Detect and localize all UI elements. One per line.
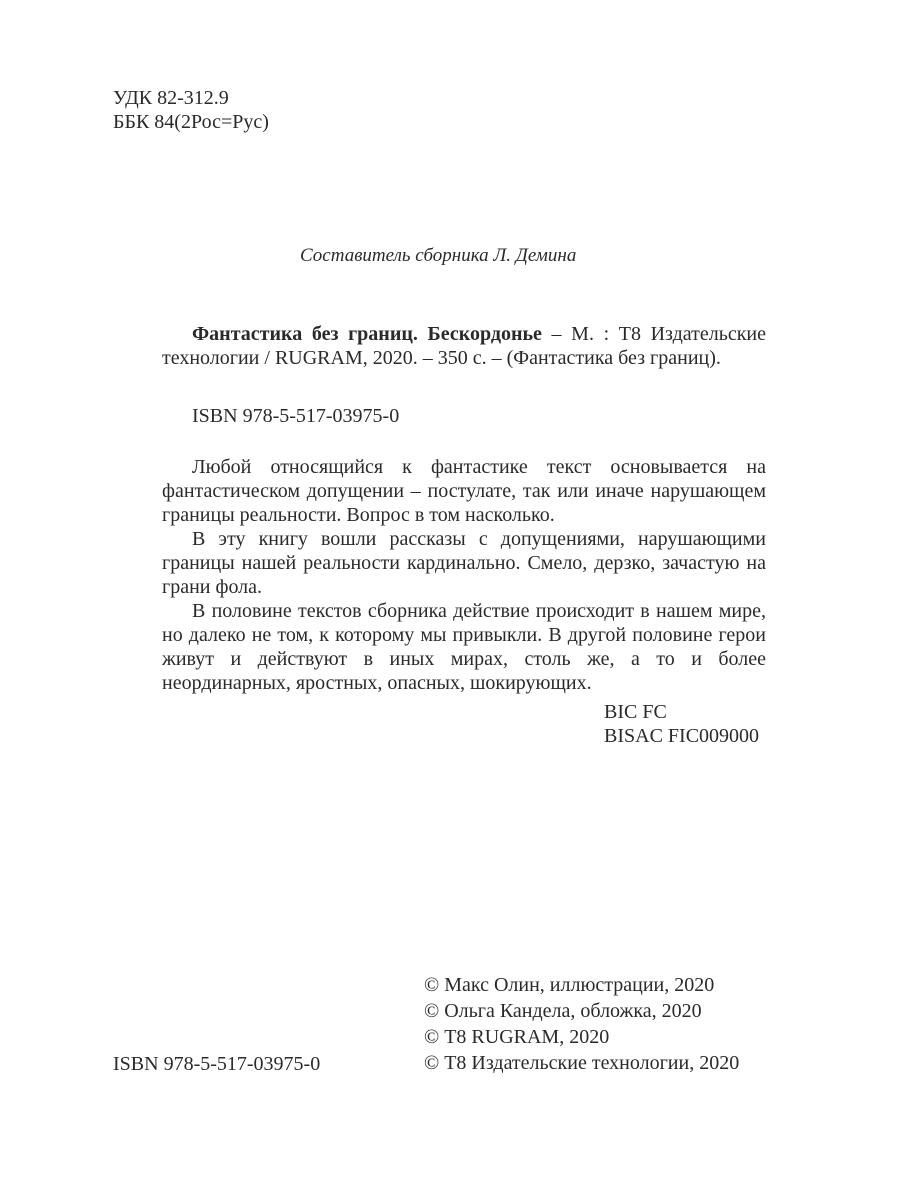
copyright-line: © Т8 RUGRAM, 2020 [424,1026,610,1048]
copyright-line: © Ольга Кандела, обложка, 2020 [424,1000,702,1022]
subject-codes [604,700,759,748]
annotation-paragraph: В половине текстов сборника действие происходит в нашем мире, но далеко не том, к которому мы привыкли. В другой половине герои живут и действуют в иных мирах, столь же, а то и более неординарных, яростных, опасных, шокирующих. [162,600,766,694]
annotation-paragraph: В эту книгу вошли рассказы с допущениями, нарушающими границы нашей реальности кардинально. Смело, дерзко, зачастую на грани фола. [162,528,766,598]
copyright-line: © Макс Олин, иллюстрации, 2020 [424,974,715,996]
annotation-paragraph: Любой относящийся к фантастике текст основывается на фантастическом допущении – постулате, так или иначе нарушающем границы реальности. Вопрос в том насколько. [162,456,766,526]
udk-code: УДК 82-312.9 [113,87,229,109]
bic-code: BIC FC [604,701,667,723]
bibliographic-details: – М. : Т8 Издательские технологии / RUGRAM, 2020. – 350 с. – (Фантастика без границ). [162,323,766,369]
annotation [162,455,766,695]
compiler-line: Составитель сборника Л. Демина [300,245,577,266]
classification-block [113,86,413,134]
bibliographic-record [162,322,766,370]
isbn-bottom: ISBN 978-5-517-03975-0 [113,1053,321,1075]
book-title: Фантастика без границ. Бескордонье [192,323,542,345]
isbn-top: ISBN 978-5-517-03975-0 [192,405,400,427]
copyright-block [424,972,739,1076]
bbk-code: ББК 84(2Рос=Рус) [113,111,269,133]
bisac-code: BISAC FIC009000 [604,725,760,747]
copyright-line: © Т8 Издательские технологии, 2020 [424,1052,740,1074]
